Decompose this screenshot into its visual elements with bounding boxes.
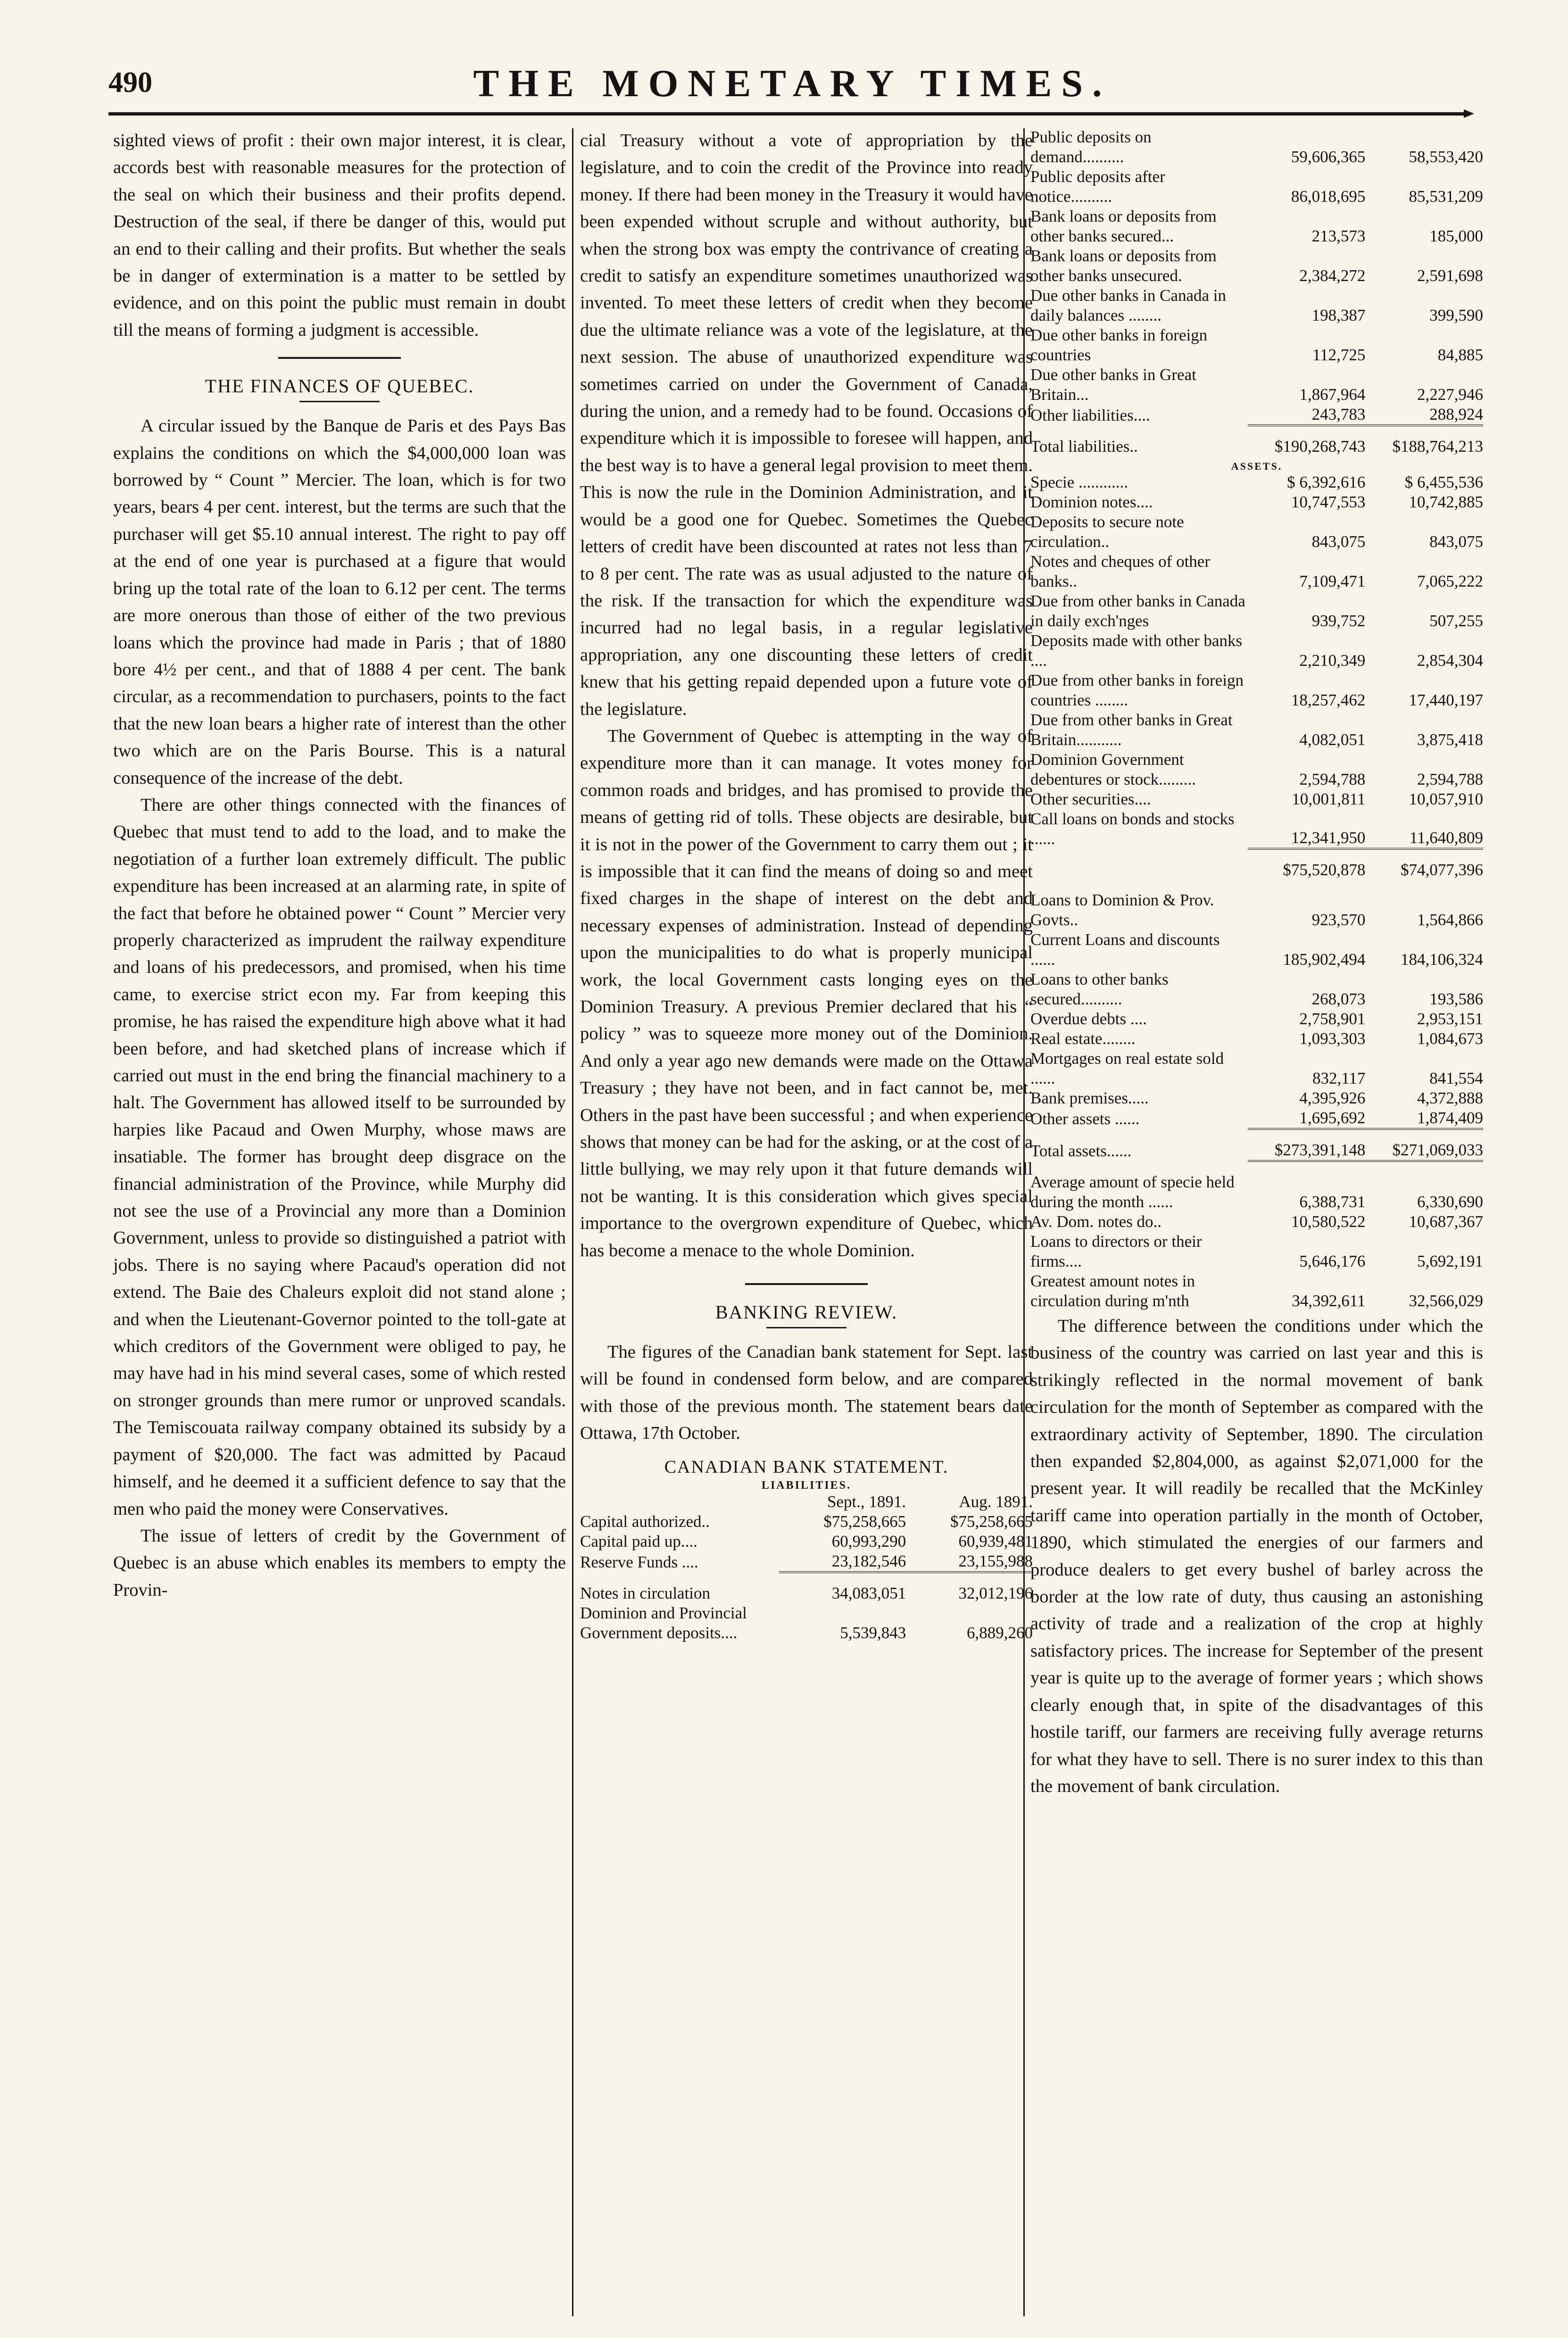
- table-row: Other assets ...... 1,695,692 1,874,409: [1030, 1109, 1483, 1128]
- table-row: Call loans on bonds and stocks ...... 12,341,950 11,640,809: [1030, 810, 1483, 848]
- assets-table: [1030, 473, 1483, 1162]
- table-row: Other securities.... 10,001,811 10,057,910: [1030, 790, 1483, 808]
- table-row: Due other banks in foreign countries 112,725 84,885: [1030, 326, 1483, 364]
- column-divider-1: [572, 128, 573, 2316]
- averages-table: [1030, 1162, 1483, 1311]
- table-row: Dominion Government debentures or stock......... 2,594,788 2,594,788: [1030, 750, 1483, 788]
- table-row: Specie ............ $ 6,392,616 $ 6,455,536: [1030, 473, 1483, 491]
- page-header: [108, 61, 1476, 113]
- table-row: Notes and cheques of other banks.. 7,109,471 7,065,222: [1030, 552, 1483, 590]
- paragraph-treasury: cial Treasury without a vote of appropriation by the legislature, and to coin the credit of the Province into ready money. If there had been money in the Treasury it would have been expended without scruple and without authority, but when the strong box was empty the contrivance of creating a credit to satisfy an expenditure sometimes unauthorized was invented. To meet these letters of credit when they become due the ultimate reliance was a vote of the legislature, at the next session. The abuse of unauthorized expenditure was sometimes carried on under the Government of Canada, during the union, and a remedy had to be found. Occasions of expenditure which it is impossible to foresee will happen, and the best way is to have a general legal provision to meet them. This is now the rule in the Dominion Administration, and it would be a good one for Quebec. Sometimes the Quebec letters of credit have been discounted at rates not less than 7 to 8 per cent. The rate was as usual adjusted to the nature of the risk. If the transaction for which the expenditure was incurred had no legal basis, in a regular legislative appropriation, any one discounting these letters of credit knew that his getting repaid depended upon a future vote of the legislature.: [580, 131, 1033, 719]
- table-row: Mortgages on real estate sold ...... 832,117 841,554: [1030, 1049, 1483, 1087]
- table-row: Av. Dom. notes do.. 10,580,522 10,687,367: [1030, 1212, 1483, 1231]
- section-rule: [745, 1283, 868, 1285]
- column-2: [580, 127, 1033, 1643]
- table-row: Deposits to secure note circulation.. 843,075 843,075: [1030, 513, 1483, 551]
- table-row: Dominion notes.... 10,747,553 10,742,885: [1030, 493, 1483, 511]
- heading-finances-of-quebec: THE FINANCES OF QUEBEC.: [205, 375, 474, 397]
- table-row: Due from other banks in Great Britain........... 4,082,051 3,875,418: [1030, 711, 1483, 749]
- table-title: CANADIAN BANK STATEMENT.: [664, 1457, 949, 1477]
- table-row: Dominion and Provincial Government deposits.... 5,539,843 6,889,260: [580, 1603, 1033, 1642]
- paragraph-other-things: There are other things connected with the finances of Quebec that must tend to add to the load, and to make the negotiation of a further loan extremely difficult. The public expenditure has been increased at an alarming rate, in spite of the fact that before he obtained power “ Count ” Mercier very properly characterized as imprudent the railway expenditure and loans of his predecessors, and promised, when his time came, to exercise strict econ my. Far from keeping this promise, he has raised the expenditure high above what it had been before, and had sketched plans of increase which if carried out must in the end bring the financial machinery to a halt. The Government has allowed itself to be surrounded by harpies like Pacaud and Owen Murphy, whose maws are insatiable. The former has brought deep disgrace on the financial administration of the Province, while Murphy did not see the use of a Provincial any more than a Dominion Government, unless to provide so distinguished a patriot with jobs. There is no saying where Pacaud's operation did not extend. The Baie des Chaleurs exploit did not stand alone ; and when the Lieutenant-Governor pointed to the toll-gate at which creditors of the Government were obliged to pay, he may have had in his mind several cases, some of which rested on stronger grounds than mere rumor or unproved scandals. The Temiscouata railway company obtained its subsidy by a payment of $20,000. The fact was admitted by Pacaud himself, and he deemed it a sufficient defence to say that the men who paid the money were Conservatives.: [113, 795, 566, 1519]
- masthead-title: THE MONETARY TIMES.: [473, 62, 1112, 105]
- table-row: Bank premises..... 4,395,926 4,372,888: [1030, 1089, 1483, 1107]
- table-row: Bank loans or deposits from other banks secured... 213,573 185,000: [1030, 207, 1483, 245]
- table-row: Total liabilities.. $190,268,743 $188,764,213: [1030, 425, 1483, 456]
- table-row: $75,520,878 $74,077,396: [1030, 849, 1483, 880]
- header-rule: [108, 112, 1467, 116]
- table-row: Due from other banks in Canada in daily exch'nges 939,752 507,255: [1030, 592, 1483, 630]
- paragraph-letters-of-credit: The issue of letters of credit by the Government of Quebec is an abuse which enables its members to empty the Provin-: [113, 1526, 566, 1600]
- heading-banking-review: BANKING REVIEW.: [715, 1302, 898, 1323]
- table-row: Notes in circulation 34,083,051 32,012,196: [580, 1584, 1033, 1602]
- table-row: Other liabilities.... 243,783 288,924: [1030, 405, 1483, 424]
- table-row: Real estate........ 1,093,303 1,084,673: [1030, 1029, 1483, 1048]
- table-row: Greatest amount notes in circulation during m'nth 34,392,611 32,566,029: [1030, 1272, 1483, 1310]
- table-row: Public deposits after notice.......... 86,018,695 85,531,209: [1030, 167, 1483, 206]
- table-row: Capital paid up.... 60,993,290 60,939,481: [580, 1532, 1033, 1550]
- table-subtitle-assets: ASSETS.: [1231, 460, 1283, 472]
- table-row: Average amount of specie held during the month ...... 6,388,731 6,330,690: [1030, 1173, 1483, 1211]
- table-row: Loans to other banks secured.......... 268,073 193,586: [1030, 970, 1483, 1008]
- liabilities-table-part-1: [580, 1492, 1033, 1643]
- table-row: Total assets...... $273,391,148 $271,069,033: [1030, 1129, 1483, 1161]
- section-rule: [278, 357, 401, 359]
- paragraph-bank-statement-intro: The figures of the Canadian bank statement for Sept. last will be found in condensed form below, and are compared with those of the previous month. The statement bears date Ottawa, 17th October.: [580, 1342, 1033, 1443]
- column-header-aug: Aug. 1891.: [959, 1492, 1033, 1511]
- paragraph-expenditure: The Government of Quebec is attempting in the way of expenditure more than it can manage. It votes money for common roads and bridges, and has promised to provide the means of getting rid of tolls. These objects are desirable, but it is not in the power of the Government to carry them out ; it is impossible that it can find the means of doing so and meet fixed charges in the shape of interest on the debt and necessary expenses of administration. Instead of depending upon the municipalities to do what is properly municipal work, the local Government casts longing eyes on the Dominion Treasury. A previous Premier declared that his “ policy ” was to squeeze more money out of the Dominion. And only a year ago new demands were made on the Ottawa Treasury ; they have not been, and in fact cannot be, met. Others in the past have been successful ; and when experience shows that money can be had for the asking, or at the cost of a little bullying, we may rely upon it that future demands will not be wanting. It is this consideration which gives special importance to the overgrown expenditure of Quebec, which has become a menace to the whole Dominion.: [580, 726, 1033, 1260]
- table-row: Due from other banks in foreign countries ........ 18,257,462 17,440,197: [1030, 671, 1483, 709]
- page-number: 490: [108, 66, 152, 99]
- table-row: Bank loans or deposits from other banks unsecured. 2,384,272 2,591,698: [1030, 247, 1483, 285]
- heading-underline: [299, 401, 380, 402]
- table-row: Loans to directors or their firms.... 5,646,176 5,692,191: [1030, 1232, 1483, 1270]
- table-row: Public deposits on demand.......... 59,606,365 58,553,420: [1030, 128, 1483, 166]
- header-rule-arrow: [1464, 109, 1474, 118]
- table-row: Reserve Funds .... 23,182,546 23,155,988: [580, 1551, 1033, 1571]
- table-row: Due other banks in Great Britain... 1,867,964 2,227,946: [1030, 365, 1483, 404]
- heading-underline: [766, 1327, 846, 1328]
- table-row: Overdue debts .... 2,758,901 2,953,151: [1030, 1010, 1483, 1028]
- column-3: [1030, 127, 1483, 1800]
- table-subtitle-liabilities: LIABILITIES.: [761, 1479, 852, 1492]
- table-row: Current Loans and discounts ...... 185,902,494 184,106,324: [1030, 930, 1483, 969]
- paragraph-seal: sighted views of profit : their own major interest, it is clear, accords best with reasonable measures for the protection of the seal on which their business and their profits depend. Destruction of the seal, if there be danger of this, would put an end to their calling and their profits. But whether the seals be in danger of extermination is a matter to be settled by evidence, and on this point the public must remain in doubt till the means of forming a judgment is accessible.: [113, 131, 566, 340]
- paragraph-circulation: The difference between the conditions under which the business of the country was carried on last year and this is strikingly reflected in the normal movement of bank circulation for the month of September as compared with the extraordinary activity of September, 1890. The circulation then expanded $2,804,000, as against $2,071,000 for the present year. It will readily be recalled that the McKinley tariff came into operation partially in the month of October, 1890, which stimulated the energies of our farmers and produce dealers to get every bushel of barley across the border at the low rate of duty, thus causing an astonishing activity of trade and a realization of the crop at highly satisfactory prices. The increase for September of the present year is quite up to the average of former years ; which shows clearly enough that, in spite of the disadvantages of this hostile tariff, our farmers are receiving fully average returns for what they have to sell. There is no surer index to this than the movement of bank circulation.: [1030, 1316, 1483, 1796]
- table-row: Loans to Dominion & Prov. Govts.. 923,570 1,564,866: [1030, 891, 1483, 929]
- column-1: [113, 127, 566, 1604]
- liabilities-table-part-2: [1030, 127, 1483, 456]
- table-row: Deposits made with other banks .... 2,210,349 2,854,304: [1030, 631, 1483, 670]
- column-header-sept: Sept., 1891.: [827, 1492, 906, 1511]
- paragraph-circular: A circular issued by the Banque de Paris et des Pays Bas explains the conditions on which the $4,000,000 loan was borrowed by “ Count ” Mercier. The loan, which is for two years, bears 4 per cent. interest, but the terms are such that the purchaser will get $5.10 annual interest. The right to pay off at the end of one year is purchased at a figure that would bring up the total rate of the loan to 6.12 per cent. The terms are more onerous than those of either of the two previous loans which the province had made in Paris ; that of 1880 bore 4½ per cent., and that of 1888 4 per cent. The bank circular, as a recommendation to purchasers, points to the fact that the new loan bears a higher rate of interest than the other two which are on the Paris Bourse. This is a natural consequence of the increase of the debt.: [113, 416, 566, 788]
- table-row: Capital authorized.. $75,258,665 $75,258,665: [580, 1512, 1033, 1531]
- table-row: Due other banks in Canada in daily balances ........ 198,387 399,590: [1030, 286, 1483, 324]
